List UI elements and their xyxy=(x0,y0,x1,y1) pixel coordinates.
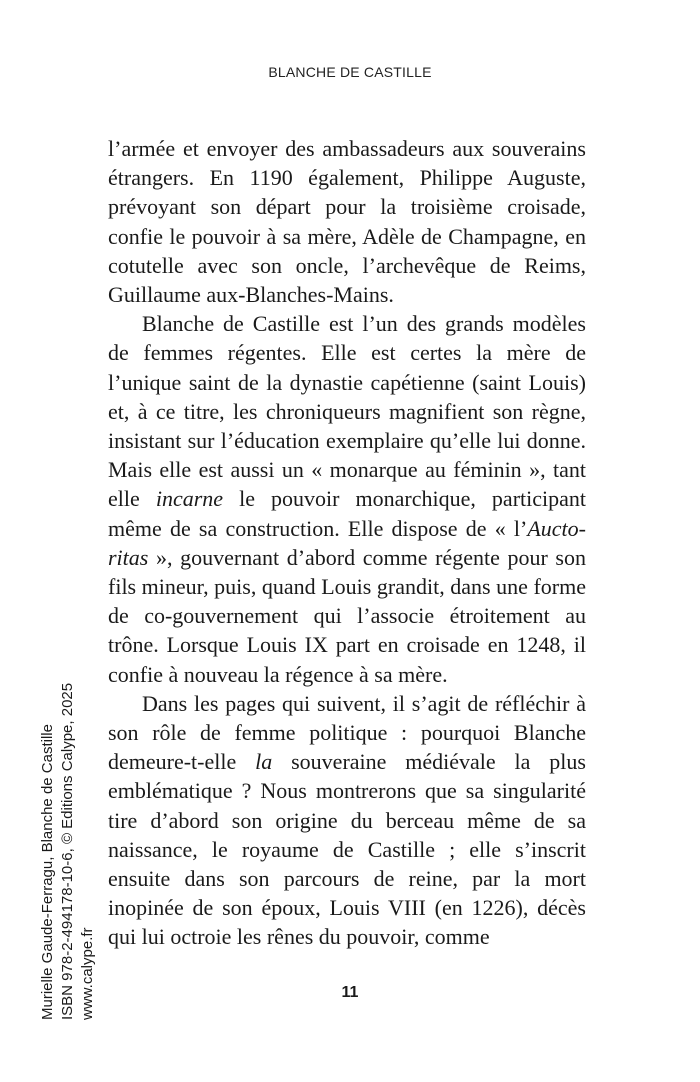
main-text xyxy=(108,134,586,952)
running-title: BLANCHE DE CASTILLE xyxy=(268,64,432,80)
text-segment: l’armée et envoyer des ambassadeurs aux souverains étrangers. En 1190 également, Philippe Auguste, prévoyant son départ pour la troisième croisade, confie le pouvoir à sa mère, Adèle de Champagne, en cotutelle avec son oncle, l’archevêque de Reims, Guillaume aux-Blanches-Mains. xyxy=(108,136,586,308)
italic-term-la: la xyxy=(255,749,273,775)
paragraph-3 xyxy=(108,689,586,952)
paragraph-2 xyxy=(108,309,586,689)
text-segment: le pouvoir monarchique, participant même de sa construction. Elle dispose de « l’ xyxy=(108,486,586,541)
italic-term-incarne: incarne xyxy=(155,486,224,512)
text-segment: souveraine médiévale la plus emblématique ? Nous montrerons que sa singularité tire d’abord son origine du berceau même de sa naissance, le royaume de Castille ; elle s’inscrit ensuite dans son parcours de reine, par la mort inopinée de son époux, Louis VIII (en 1226), décès qui lui octroie les rênes du pouvoir, comme xyxy=(108,749,586,950)
credit-isbn: ISBN 978-2-494178-10-6, © Editions Calype, 2025 xyxy=(59,682,76,1020)
text-segment: », gouvernant d’abord comme régente pour son fils mineur, puis, quand Louis grandit, dans une forme de co-gouvernement qui l’associe étroitement au trône. Lorsque Louis IX part en croisade en 1248, il confie à nouveau la régence à sa mère. xyxy=(108,544,586,687)
text-segment: Dans les pages qui suivent, il s’agit de réfléchir à son rôle de femme politique : pourquoi Blanche demeure-t-elle xyxy=(108,690,586,775)
italic-term-auctoritas: Auctoritas xyxy=(108,515,586,570)
page-number: 11 xyxy=(341,984,359,1001)
credit-website: www.calype.fr xyxy=(79,927,96,1020)
text-segment: Blanche de Castille est l’un des grands modèles de femmes régentes. Elle est certes la mère de l’unique saint de la dynastie capétienne (saint Louis) et, à ce titre, les chroniqueurs magnifient son règne, insistant sur l’éducation exemplaire qu’elle lui donne. Mais elle est aussi un « monarque au féminin », tant elle xyxy=(108,311,586,512)
vertical-copyright-credit xyxy=(38,683,98,1020)
paragraph-1 xyxy=(108,134,586,309)
credit-author-title: Murielle Gaude-Ferragu, Blanche de Castille xyxy=(39,724,56,1020)
